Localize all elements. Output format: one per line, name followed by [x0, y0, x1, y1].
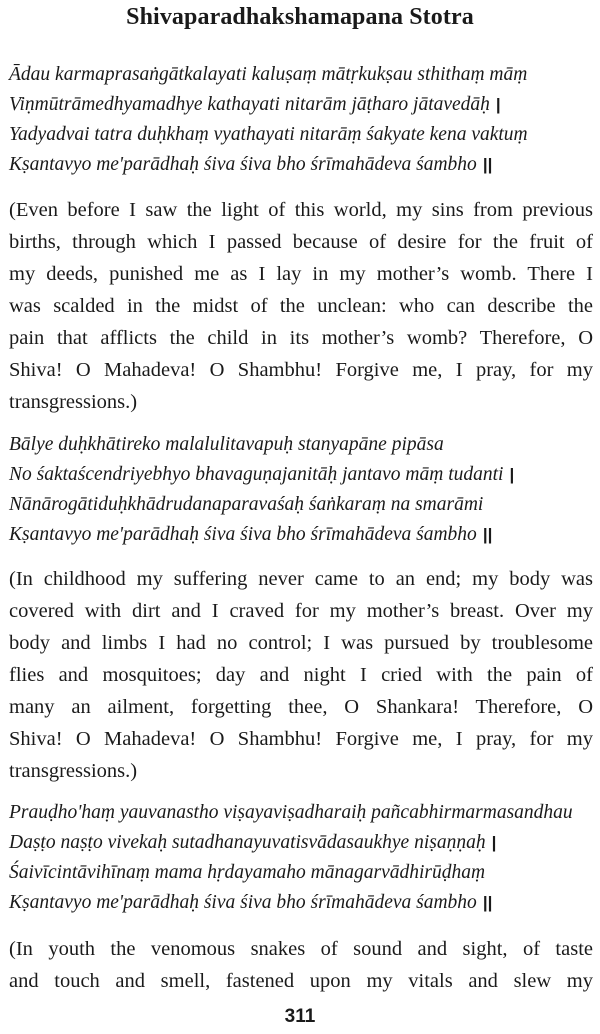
- verse-line: [9, 798, 594, 828]
- prose-line: transgressions.): [9, 760, 138, 782]
- verse-mark: ||: [482, 155, 493, 174]
- verse-line: [9, 150, 594, 180]
- verse-text: Bālye duḥkhātireko malalulitavapuḥ stanyapāne pipāsa: [9, 434, 444, 455]
- verse-text: Prauḍho'haṃ yauvanastho viṣayaviṣadharaiḥ pañcabhirmarmasandhau: [9, 802, 573, 823]
- verse-block: [9, 430, 594, 550]
- prose-line: and touch and smell, fastened upon my vitals and slew my: [9, 970, 593, 992]
- verse-mark: |: [495, 95, 501, 114]
- verse-text: Ādau karmaprasaṅgātkalayati kaluṣaṃ mātṛkukṣau sthithaṃ māṃ: [9, 64, 528, 85]
- translation-paragraph: [9, 563, 593, 787]
- translation-paragraph: [9, 194, 593, 418]
- verse-mark: |: [491, 833, 497, 852]
- verse-line: [9, 60, 594, 90]
- prose-line: body and limbs I had no control; I was pursued by troublesome: [9, 632, 593, 654]
- verse-line: [9, 828, 594, 858]
- verse-block: [9, 60, 594, 180]
- prose-line: flies and mosquitoes; day and night I cried with the pain of: [9, 664, 593, 686]
- verse-text: Kṣantavyo me'parādhaḥ śiva śiva bho śrīmahādeva śambho: [9, 154, 477, 175]
- prose-line: births, through which I passed because of desire for the fruit of: [9, 231, 593, 253]
- prose-line: (In youth the venomous snakes of sound and sight, of taste: [9, 938, 593, 960]
- prose-line: pain that afflicts the child in its mother’s womb? Therefore, O: [9, 327, 593, 349]
- verse-line: [9, 490, 594, 520]
- verse-text: Nānārogātiduḥkhādrudanaparavaśaḥ śaṅkaraṃ na smarāmi: [9, 494, 484, 515]
- verse-block: [9, 798, 594, 918]
- prose-line: (Even before I saw the light of this world, my sins from previous: [9, 199, 593, 221]
- prose-line: Shiva! O Mahadeva! O Shambhu! Forgive me, I pray, for my: [9, 728, 593, 750]
- verse-line: [9, 520, 594, 550]
- prose-line: was scalded in the midst of the unclean: who can describe the: [9, 295, 593, 317]
- verse-line: [9, 858, 594, 888]
- verse-text: Kṣantavyo me'parādhaḥ śiva śiva bho śrīmahādeva śambho: [9, 892, 477, 913]
- verse-line: [9, 460, 594, 490]
- verse-text: Yadyadvai tatra duḥkhaṃ vyathayati nitarāṃ śakyate kena vaktuṃ: [9, 124, 528, 145]
- verse-text: Viṇmūtrāmedhyamadhye kathayati nitarām jāṭharo jātavedāḥ: [9, 94, 490, 115]
- prose-line: Shiva! O Mahadeva! O Shambhu! Forgive me, I pray, for my: [9, 359, 593, 381]
- verse-text: Daṣṭo naṣṭo vivekaḥ sutadhanayuvatisvādasaukhye niṣaṇṇaḥ: [9, 832, 486, 853]
- prose-line: transgressions.): [9, 391, 138, 413]
- verse-line: [9, 888, 594, 918]
- prose-line: covered with dirt and I craved for my mother’s breast. Over my: [9, 600, 593, 622]
- prose-line: (In childhood my suffering never came to an end; my body was: [9, 568, 593, 590]
- page-title: Shivaparadhakshamapana Stotra: [126, 4, 474, 30]
- prose-line: my deeds, punished me as I lay in my mother’s womb. There I: [9, 263, 593, 285]
- prose-line: many an ailment, forgetting thee, O Shankara! Therefore, O: [9, 696, 593, 718]
- verse-text: Kṣantavyo me'parādhaḥ śiva śiva bho śrīmahādeva śambho: [9, 524, 477, 545]
- translation-paragraph: [9, 933, 593, 997]
- verse-mark: ||: [482, 525, 493, 544]
- verse-line: [9, 120, 594, 150]
- verse-mark: ||: [482, 893, 493, 912]
- page-number: 311: [284, 1006, 316, 1027]
- verse-line: [9, 90, 594, 120]
- verse-mark: |: [509, 465, 515, 484]
- verse-line: [9, 430, 594, 460]
- verse-text: No śaktaścendriyebhyo bhavaguṇajanitāḥ jantavo māṃ tudanti: [9, 464, 504, 485]
- verse-text: Śaivīcintāvihīnaṃ mama hṛdayamaho mānagarvādhirūḍhaṃ: [9, 862, 486, 883]
